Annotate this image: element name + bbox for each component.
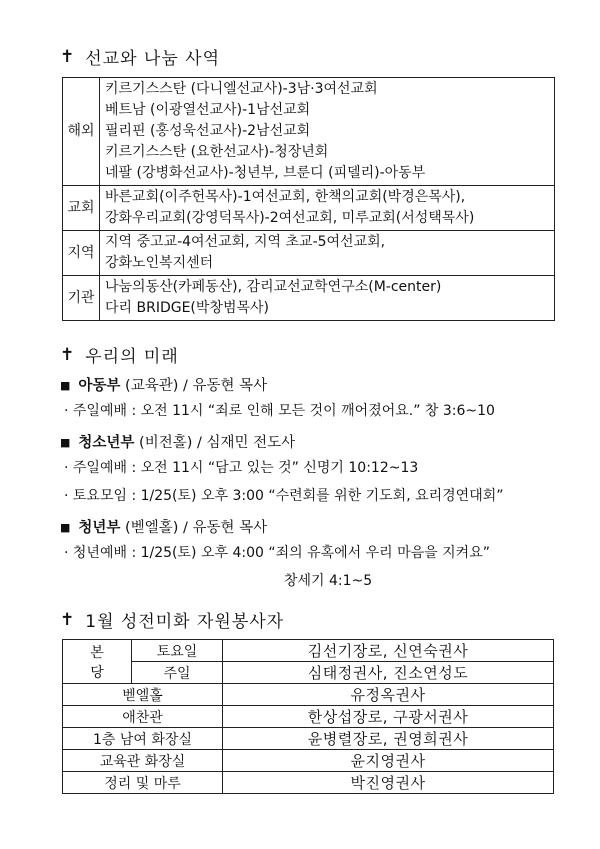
content-cell — [100, 231, 555, 276]
volunteer-row — [63, 684, 554, 706]
ministry-name: 청소년부 — [78, 435, 135, 451]
sunday-volunteers: 심태정권사, 진소연성도 — [223, 662, 554, 684]
mission-line: 강화우리교회(강영덕목사)-2여선교회, 미루교회(서성택목사) — [105, 210, 475, 226]
ministry-leader: / 유동현 목사 — [183, 520, 268, 536]
volunteer-row-saturday — [63, 640, 554, 662]
mission-title-text: 선교와 나눔 사역 — [85, 49, 221, 69]
ministry-place: (벧엘홀) — [125, 520, 179, 536]
future-title-text: 우리의 미래 — [85, 347, 179, 367]
sunday-label: 주일 — [132, 662, 223, 684]
children-ministry-header — [60, 374, 267, 395]
mission-section-title — [60, 44, 220, 69]
volunteers-section-title — [60, 607, 284, 632]
place-cell: 애찬관 — [63, 706, 223, 728]
youth-saturday-meeting: · 토요모임 : 1/25(토) 오후 3:00 “수련회를 위한 기도회, 요리경연대회” — [64, 488, 504, 504]
mission-row-region — [63, 231, 555, 276]
mission-row-overseas — [63, 78, 555, 186]
ministry-leader: / 심재민 전도사 — [197, 435, 296, 451]
mission-line: 키르기스스탄 (요한선교사)-청장년회 — [105, 144, 329, 160]
youth-worship: · 주일예배 : 오전 11시 “담고 있는 것” 신명기 10:12~13 — [64, 460, 419, 476]
volunteer-row — [63, 706, 554, 728]
cross-icon: ✝ — [60, 609, 76, 630]
young-adults-scripture: 창세기 4:1~5 — [284, 573, 373, 589]
volunteer-row — [63, 750, 554, 772]
volunteer-names: 윤지영권사 — [223, 750, 554, 772]
category-cell: 교회 — [63, 186, 100, 231]
category-cell: 지역 — [63, 231, 100, 276]
mission-row-institution — [63, 276, 555, 321]
mission-line: 지역 중고교-4여선교회, 지역 초교-5여선교회, — [105, 234, 386, 250]
saturday-label: 토요일 — [132, 640, 223, 662]
mission-line: 키르기스스탄 (다니엘선교사)-3남·3여선교회 — [105, 81, 378, 97]
place-cell: 1층 남여 화장실 — [63, 728, 223, 750]
content-cell — [100, 276, 555, 321]
ministry-name: 아동부 — [78, 378, 121, 394]
saturday-volunteers: 김선기장로, 신연숙권사 — [223, 640, 554, 662]
mission-line: 바른교회(이주헌목사)-1여선교회, 한책의교회(박경은목사), — [105, 189, 466, 205]
volunteer-row — [63, 772, 554, 794]
place-cell: 벧엘홀 — [63, 684, 223, 706]
category-cell: 기관 — [63, 276, 100, 321]
mission-line: 다리 BRIDGE(박창범목사) — [105, 300, 269, 316]
place-cell: 정리 및 마루 — [63, 772, 223, 794]
square-bullet-icon: ■ — [60, 436, 71, 449]
category-cell: 해외 — [63, 78, 100, 186]
place-cell: 교육관 화장실 — [63, 750, 223, 772]
volunteer-names: 박진영권사 — [223, 772, 554, 794]
cross-icon: ✝ — [60, 46, 76, 67]
volunteer-names: 한상섭장로, 구광서권사 — [223, 706, 554, 728]
content-cell — [100, 186, 555, 231]
ministry-place: (비전홀) — [139, 435, 193, 451]
cross-icon: ✝ — [60, 344, 76, 365]
content-cell — [100, 78, 555, 186]
mission-line: 베트남 (이광열선교사)-1남선교회 — [105, 102, 311, 118]
volunteer-row-sunday — [63, 662, 554, 684]
young-adults-ministry-header — [60, 516, 267, 537]
square-bullet-icon: ■ — [60, 379, 71, 392]
mission-line: 강화노인복지센터 — [105, 255, 214, 271]
main-label-bottom: 당 — [90, 664, 104, 681]
main-label-top: 본 — [90, 644, 104, 661]
children-worship: · 주일예배 : 오전 11시 “죄로 인해 모든 것이 깨어졌어요.” 창 3:6~10 — [64, 403, 495, 419]
volunteer-names: 유정옥권사 — [223, 684, 554, 706]
ministry-leader: / 유동현 목사 — [183, 378, 268, 394]
mission-line: 네팔 (강병화선교사)-청년부, 브룬디 (피델리)-아동부 — [105, 165, 426, 181]
mission-line: 나눔의동산(카페동산), 감리교선교학연구소(M-center) — [105, 279, 442, 295]
youth-ministry-header — [60, 431, 295, 452]
young-adults-worship: · 청년예배 : 1/25(토) 오후 4:00 “죄의 유혹에서 우리 마음을 지켜요” — [64, 545, 490, 561]
volunteers-title-text: 1월 성전미화 자원봉사자 — [85, 612, 285, 632]
mission-row-church — [63, 186, 555, 231]
volunteer-table — [62, 639, 554, 794]
ministry-place: (교육관) — [125, 378, 179, 394]
volunteer-row — [63, 728, 554, 750]
mission-table — [62, 77, 555, 321]
volunteer-names: 윤병렬장로, 권영희권사 — [223, 728, 554, 750]
mission-line: 필리핀 (홍성욱선교사)-2남선교회 — [105, 123, 311, 139]
ministry-name: 청년부 — [78, 520, 121, 536]
future-section-title — [60, 342, 179, 367]
main-sanctuary-label — [63, 640, 132, 684]
square-bullet-icon: ■ — [60, 521, 71, 534]
